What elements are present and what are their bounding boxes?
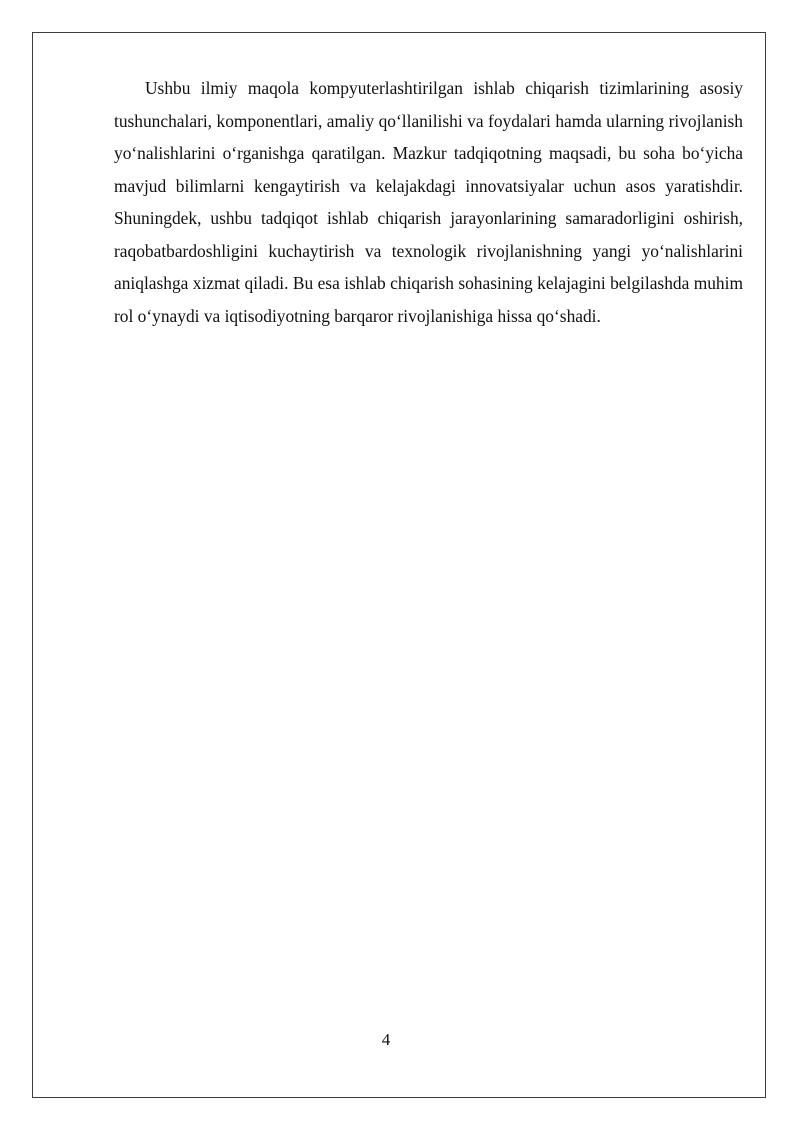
- page-number: 4: [381, 1030, 391, 1049]
- body-paragraph: Ushbu ilmiy maqola kompyuterlashtirilgan ishlab chiqarish tizimlarining asosiy tushunchalari, komponentlari, amaliy qo‘llanilishi va foydalari hamda ularning rivojlanish yo‘nalishlarini o‘rganishga qaratilgan. Mazkur tadqiqotning maqsadi, bu soha bo‘yicha mavjud bilimlarni kengaytirish va kelajakdagi innovatsiyalar uchun asos yaratishdir. Shuningdek, ushbu tadqiqot ishlab chiqarish jarayonlarining samaradorligini oshirish, raqobatbardoshligini kuchaytirish va texnologik rivojlanishning yangi yo‘nalishlarini aniqlashga xizmat qiladi. Bu esa ishlab chiqarish sohasining kelajagini belgilashda muhim rol o‘ynaydi va iqtisodiyotning barqaror rivojlanishiga hissa qo‘shadi.: [114, 78, 743, 326]
